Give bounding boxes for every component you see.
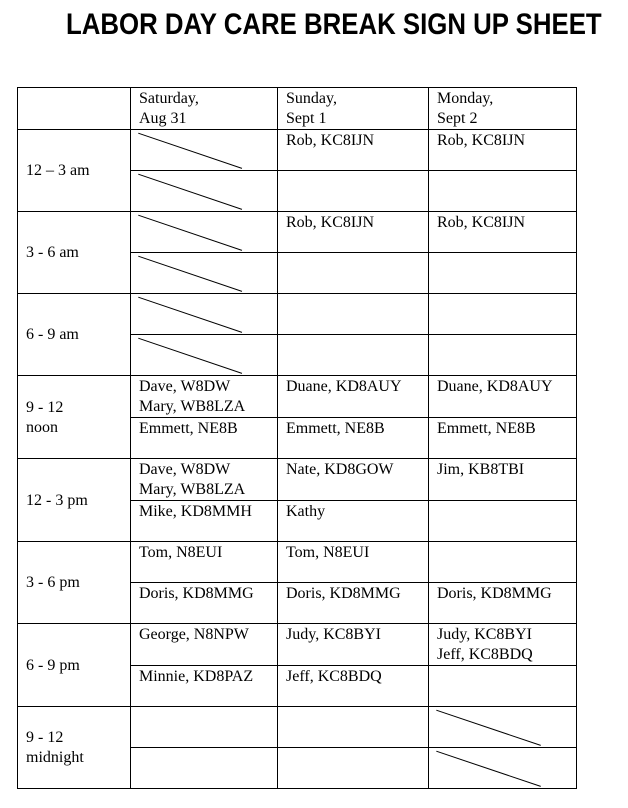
signup-cell xyxy=(278,459,429,501)
time-range-cell xyxy=(18,624,131,707)
volunteer-name: Emmett, NE8B xyxy=(437,420,536,437)
volunteer-name xyxy=(429,542,576,543)
signup-cell xyxy=(278,748,429,789)
volunteer-name xyxy=(278,253,428,254)
column-header xyxy=(429,88,577,130)
time-range-cell xyxy=(18,376,131,459)
time-slot-row xyxy=(18,707,577,748)
time-range-cell xyxy=(18,130,131,212)
signup-cell xyxy=(131,624,278,666)
signup-cell xyxy=(278,501,429,542)
time-range-label: 12 - 3 pm xyxy=(26,491,88,509)
volunteer-name: Jeff, KC8BDQ xyxy=(286,668,382,685)
signup-cell xyxy=(429,624,577,666)
closed-slot-cell xyxy=(429,707,577,748)
time-slot-row xyxy=(18,130,577,171)
column-header-label: Saturday, Aug 31 xyxy=(139,90,199,127)
sheet-title: LABOR DAY CARE BREAK SIGN UP SHEET xyxy=(66,8,602,41)
volunteer-name xyxy=(278,171,428,172)
volunteer-name: Nate, KD8GOW xyxy=(286,461,394,478)
signup-cell xyxy=(429,666,577,707)
signup-cell xyxy=(131,376,278,418)
volunteer-name: Minnie, KD8PAZ xyxy=(139,668,254,685)
closed-slot-cell xyxy=(429,748,577,789)
signup-cell xyxy=(429,459,577,501)
volunteer-name: Tom, N8EUI xyxy=(286,544,370,561)
signup-cell xyxy=(278,418,429,459)
closed-slot-cell xyxy=(131,294,278,335)
volunteer-name: Doris, KD8MMG xyxy=(286,585,401,602)
strikethrough-line xyxy=(131,253,277,293)
volunteer-name xyxy=(278,335,428,336)
strikethrough-line xyxy=(131,335,277,375)
strikethrough-line xyxy=(131,294,277,334)
signup-cell xyxy=(429,253,577,294)
volunteer-name xyxy=(429,171,576,172)
signup-cell xyxy=(131,459,278,501)
volunteer-name: George, N8NPW xyxy=(139,626,249,643)
volunteer-name xyxy=(278,294,428,295)
signup-cell xyxy=(278,130,429,171)
time-slot-row xyxy=(18,376,577,418)
column-header xyxy=(278,88,429,130)
volunteer-name xyxy=(131,748,277,749)
volunteer-name: Rob, KC8IJN xyxy=(437,214,526,231)
signup-cell xyxy=(131,418,278,459)
signup-cell xyxy=(278,376,429,418)
volunteer-name: Rob, KC8IJN xyxy=(286,214,375,231)
signup-cell xyxy=(429,335,577,376)
volunteer-name: Emmett, NE8B xyxy=(286,420,385,437)
signup-cell xyxy=(429,418,577,459)
closed-slot-cell xyxy=(131,212,278,253)
column-header xyxy=(131,88,278,130)
time-range-label: 9 - 12 noon xyxy=(26,398,64,436)
strikethrough-line xyxy=(429,748,576,788)
volunteer-name: Kathy xyxy=(286,503,326,520)
volunteer-name: Duane, KD8AUY xyxy=(437,378,553,395)
time-slot-row xyxy=(18,212,577,253)
volunteer-name: Doris, KD8MMG xyxy=(139,585,254,602)
time-range-cell xyxy=(18,459,131,542)
signup-table xyxy=(17,87,577,789)
time-range-label: 12 – 3 am xyxy=(26,162,90,179)
signup-cell xyxy=(131,542,278,583)
volunteer-name: Judy, KC8BYI xyxy=(286,626,381,643)
strikethrough-line xyxy=(131,171,277,211)
signup-cell xyxy=(131,501,278,542)
volunteer-name: Jim, KB8TBI xyxy=(437,461,525,478)
time-range-label: 9 - 12 midnight xyxy=(26,729,84,766)
time-range-label: 3 - 6 pm xyxy=(26,574,80,591)
signup-cell xyxy=(131,583,278,624)
time-range-label: 6 - 9 pm xyxy=(26,656,80,674)
volunteer-name xyxy=(278,707,428,708)
volunteer-name xyxy=(429,253,576,254)
time-slot-row xyxy=(18,542,577,583)
signup-cell xyxy=(278,542,429,583)
volunteer-name: Emmett, NE8B xyxy=(139,420,238,437)
time-slot-row xyxy=(18,624,577,666)
signup-cell xyxy=(131,666,278,707)
signup-cell xyxy=(429,583,577,624)
signup-cell xyxy=(278,171,429,212)
closed-slot-cell xyxy=(131,171,278,212)
volunteer-name: Mike, KD8MMH xyxy=(139,503,252,520)
signup-cell xyxy=(278,294,429,335)
volunteer-name: Dave, W8DW Mary, WB8LZA xyxy=(139,461,246,498)
signup-cell xyxy=(429,171,577,212)
signup-cell xyxy=(429,542,577,583)
time-range-cell xyxy=(18,542,131,624)
time-range-cell xyxy=(18,212,131,294)
volunteer-name xyxy=(278,748,428,749)
signup-cell xyxy=(429,501,577,542)
signup-cell xyxy=(429,130,577,171)
signup-cell xyxy=(278,335,429,376)
column-header-label: Sunday, Sept 1 xyxy=(286,90,337,127)
volunteer-name: Doris, KD8MMG xyxy=(437,585,552,602)
closed-slot-cell xyxy=(131,335,278,376)
volunteer-name: Judy, KC8BYI Jeff, KC8BDQ xyxy=(437,626,533,663)
signup-cell xyxy=(131,707,278,748)
signup-cell xyxy=(278,666,429,707)
signup-cell xyxy=(429,376,577,418)
column-header-label: Monday, Sept 2 xyxy=(437,90,494,127)
closed-slot-cell xyxy=(131,130,278,171)
corner-cell xyxy=(18,88,131,130)
strikethrough-line xyxy=(429,707,576,747)
signup-cell xyxy=(278,624,429,666)
header-row xyxy=(18,88,577,130)
volunteer-name: Tom, N8EUI xyxy=(139,544,223,561)
signup-cell xyxy=(278,253,429,294)
time-range-cell xyxy=(18,294,131,376)
volunteer-name: Dave, W8DW Mary, WB8LZA xyxy=(139,378,246,415)
closed-slot-cell xyxy=(131,253,278,294)
time-slot-row xyxy=(18,294,577,335)
time-slot-row xyxy=(18,459,577,501)
volunteer-name xyxy=(429,501,576,502)
volunteer-name xyxy=(429,335,576,336)
time-range-cell xyxy=(18,707,131,789)
strikethrough-line xyxy=(131,130,277,170)
signup-cell xyxy=(278,212,429,253)
signup-cell xyxy=(278,583,429,624)
signup-cell xyxy=(278,707,429,748)
volunteer-name: Rob, KC8IJN xyxy=(286,132,375,149)
volunteer-name xyxy=(429,666,576,667)
volunteer-name: Rob, KC8IJN xyxy=(437,132,526,149)
signup-cell xyxy=(429,212,577,253)
volunteer-name xyxy=(429,294,576,295)
time-range-label: 3 - 6 am xyxy=(26,244,79,261)
volunteer-name xyxy=(131,707,277,708)
time-range-label: 6 - 9 am xyxy=(26,326,79,343)
strikethrough-line xyxy=(131,212,277,252)
signup-cell xyxy=(131,748,278,789)
signup-cell xyxy=(429,294,577,335)
volunteer-name: Duane, KD8AUY xyxy=(286,378,402,395)
